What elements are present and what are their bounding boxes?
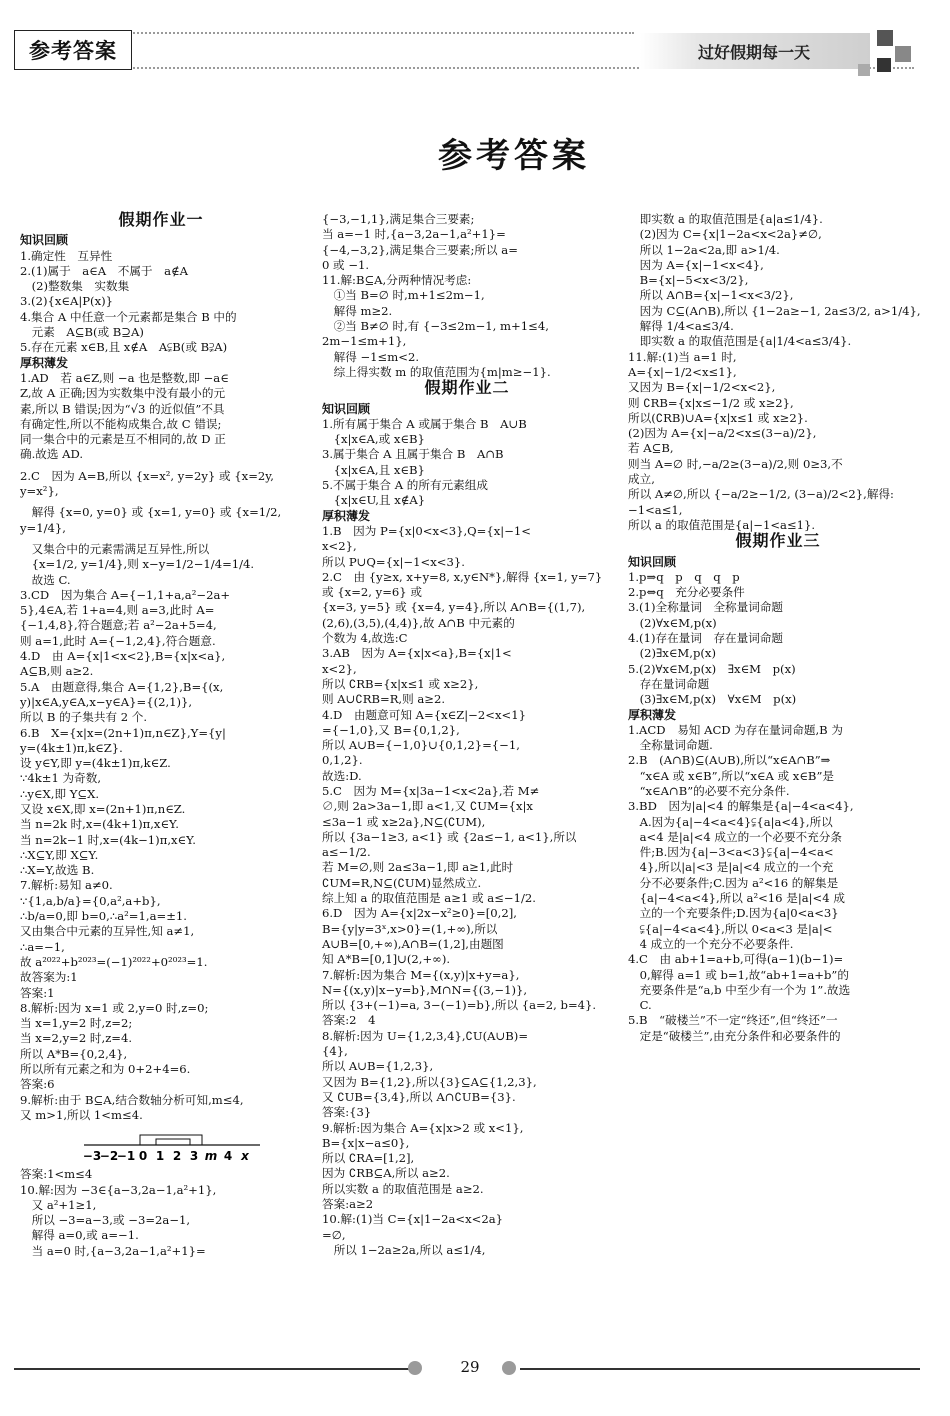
answer-line: =∅, <box>322 1227 346 1242</box>
answer-line: 件;B.因为{a|−3<a<3}⫋{a|−4<a< <box>628 845 834 860</box>
answer-line: 当 a=−1 时,{a−3,2a−1,a²+1}= <box>322 227 506 242</box>
answer-line: −1<a≤1, <box>628 502 683 517</box>
answer-line: “x∈A∩B”的必要不充分条件. <box>628 783 790 798</box>
answer-line: 10.解:因为 −3∈{a−3,2a−1,a²+1}, <box>20 1182 217 1197</box>
answer-line: 解得 m≥2. <box>322 303 393 318</box>
number-line-bracket-a <box>140 1135 202 1145</box>
answer-line: {x|x∈U,且 x∉A} <box>322 493 426 508</box>
answer-line: (2)∀x∈M,p(x) <box>628 615 717 630</box>
decor-square-icon <box>858 64 870 76</box>
answer-line: 4.C 由 ab+1=a+b,可得(a−1)(b−1)= <box>628 952 844 967</box>
answer-line: 1.所有属于集合 A 或属于集合 B A∪B <box>322 416 527 431</box>
answer-line: {x=3, y=5} 或 {x=4, y=4},所以 A∩B={(1,7), <box>322 600 586 615</box>
answer-line: 7.解析:因为集合 M={(x,y)|x+y=a}, <box>322 967 520 982</box>
answer-line: y=(4k±1)π,k∈Z}. <box>20 740 123 755</box>
answer-line: B={x|x−a≤0}, <box>322 1135 410 1150</box>
answer-line: 所以 A∪B={1,2,3}, <box>322 1059 434 1074</box>
answer-line: {x=1/2, y=1/4},则 x−y=1/2−1/4=1/4. <box>20 557 255 572</box>
answer-line: 有确定性,所以不能构成集合,故 C 错误; <box>20 416 222 431</box>
answer-line: 1.p⇒q p q q p <box>628 569 740 584</box>
section-heading: 假期作业一 <box>118 210 204 229</box>
answer-line: 答案:1 <box>20 985 55 1000</box>
number-line-tick-label: m <box>204 1149 218 1164</box>
number-line-tick-label: 2 <box>172 1149 182 1164</box>
answer-line: ∴y∈X,即 Y⊆X. <box>20 786 100 801</box>
answer-line: 6.B X={x|x=(2n+1)π,n∈Z},Y={y| <box>20 725 226 740</box>
answer-line: {−1,4,8},符合题意;若 a²−2a+5=4, <box>20 618 217 633</box>
answer-line: 8.解析:因为 x=1 或 2,y=0 时,z=0; <box>20 1000 209 1015</box>
answer-line: ∁UM=R,N⊆(∁UM)显然成立. <box>322 875 482 890</box>
decor-square-icon <box>895 46 911 62</box>
answer-line: 2.C 因为 A=B,所以 {x=x², y=2y} 或 {x=2y, y=x²}, <box>20 468 278 499</box>
answer-line: 4.(1)存在量词 存在量词命题 <box>628 631 784 646</box>
subsection-heading: 知识回顾 <box>628 554 677 569</box>
answer-line: 所以 A∪B={−1,0}∪{0,1,2}={−1, <box>322 738 520 753</box>
number-line-bracket-b <box>156 1139 190 1145</box>
answer-line: 即实数 a 的取值范围是{a|1/4<a≤3/4}. <box>628 334 852 349</box>
answer-line: 又 m>1,所以 1<m≤4. <box>20 1107 143 1122</box>
answer-line: 9.解析:由于 B⊆A,结合数轴分析可知,m≤4, <box>20 1092 244 1107</box>
answer-line: 3.AB 因为 A={x|x<a},B={x|1< <box>322 646 512 661</box>
page-header <box>0 0 950 80</box>
answer-line: y)|x∈A,y∈A,x−y∈A}={(2,1)}, <box>20 694 193 709</box>
answer-line: 5.A 由题意得,集合 A={1,2},B={(x, <box>20 679 224 694</box>
answer-line: 所以 {3a−1≥3, a<1} 或 {2a≤−1, a<1},所以 a≤−1/2. <box>322 829 581 860</box>
answer-line: 2.p⇔q 充分必要条件 <box>628 585 745 600</box>
answer-line: 设 y∈Y,即 y=(4k±1)π,k∈Z. <box>20 756 171 771</box>
answer-line: 4},所以|a|<3 是|a|<4 成立的一个充 <box>628 860 834 875</box>
answer-line: 5.不属于集合 A 的所有元素组成 <box>322 478 488 493</box>
answer-line: 又 a²+1≥1, <box>20 1197 97 1212</box>
answer-line: ={−1,0},又 B={0,1,2}, <box>322 722 460 737</box>
answer-line: 故 a²⁰²²+b²⁰²³=(−1)²⁰²²+0²⁰²³=1. <box>20 954 208 969</box>
answer-line: 3.(2){x∈A|P(x)} <box>20 294 114 309</box>
answer-line: 1.确定性 互异性 <box>20 248 113 263</box>
answer-line: 个数为 4,故选:C <box>322 631 408 646</box>
answer-line: 所以 1−2a≥2a,所以 a≤1/4, <box>322 1242 486 1257</box>
answer-line: 又因为 B={1,2},所以{3}⊆A⊆{1,2,3}, <box>322 1074 537 1089</box>
answer-line: 当 x=1,y=2 时,z=2; <box>20 1016 133 1031</box>
answer-line: 当 x=2,y=2 时,z=4. <box>20 1031 133 1046</box>
answer-line: ∴a=−1, <box>20 939 65 954</box>
answer-line: 所以 A∩B={x|−1<x<3/2}, <box>628 288 794 303</box>
answer-line: ∴X⊆Y,即 X⊆Y. <box>20 847 99 862</box>
answer-line: B={x|−5<x<3/2}, <box>628 273 749 288</box>
answer-line: 5},4∈A,若 1+a=4,则 a=3,此时 A= <box>20 603 215 618</box>
answer-line: 8.解析:因为 U={1,2,3,4},∁U(A∪B)= <box>322 1028 529 1043</box>
answer-line: 解得 a=0,或 a=−1. <box>20 1228 139 1243</box>
number-line-tick-label: 4 <box>223 1149 233 1164</box>
answer-line: 4.D 由题意可知 A={x∈Z|−2<x<1} <box>322 707 526 722</box>
answer-column-1 <box>20 212 302 1259</box>
answer-line: x<2}, <box>322 539 357 554</box>
answer-line: 若 M=∅,则 2a≤3a−1,即 a≥1,此时 <box>322 860 514 875</box>
answer-line: 因为 A={x|−1<x<4}, <box>628 257 764 272</box>
number-line-tick-label: 0 <box>138 1149 148 1164</box>
answer-line: 2.(1)属于 a∈A 不属于 a∉A <box>20 263 188 278</box>
answer-line: 答案:2 4 <box>322 1013 376 1028</box>
answer-line: 确.故选 AD. <box>20 447 84 462</box>
number-line-tick-label: −2 <box>99 1149 119 1164</box>
answer-line: 则 a=1,此时 A={−1,2,4},符合题意. <box>20 633 216 648</box>
answer-line: ①当 B=∅ 时,m+1≤2m−1, <box>322 288 485 303</box>
answer-line: 7.解析:易知 a≠0. <box>20 878 113 893</box>
answer-column-2 <box>322 212 612 1258</box>
answer-line: A={x|−1/2<x≤1}, <box>628 364 737 379</box>
answer-line: 又由集合中元素的互异性,知 a≠1, <box>20 924 195 939</box>
answer-line: 综上知 a 的取值范围是 a≥1 或 a≤−1/2. <box>322 891 536 906</box>
answer-line: 全称量词命题. <box>628 738 713 753</box>
answer-line: 10.解:(1)当 C={x|1−2a<x<2a} <box>322 1212 504 1227</box>
page-title: 参考答案 <box>438 136 590 176</box>
answer-line: 答案:1<m≤4 <box>20 1167 93 1182</box>
answer-line: 当 a=0 时,{a−3,2a−1,a²+1}= <box>20 1243 206 1258</box>
subsection-heading: 厚积薄发 <box>628 707 677 722</box>
decor-square-icon <box>877 58 891 72</box>
answer-line: 所以 {3+(−1)=a, 3−(−1)=b},所以 {a=2, b=4}. <box>322 998 597 1013</box>
number-line-tick-label: x <box>241 1149 249 1164</box>
answer-column-3 <box>628 212 928 1044</box>
answer-line: ∵4k±1 为奇数, <box>20 771 102 786</box>
answer-line: ∴X=Y,故选 B. <box>20 863 95 878</box>
answer-line: 11.解:(1)当 a=1 时, <box>628 349 737 364</box>
number-line-tick-label: −3 <box>82 1149 102 1164</box>
subsection-heading: 知识回顾 <box>20 233 69 248</box>
answer-line: 所以(∁RB)∪A={x|x≤1 或 x≥2}. <box>628 410 808 425</box>
footer-dot-icon <box>408 1361 422 1375</box>
section-heading: 假期作业二 <box>424 378 510 398</box>
answer-line: 5.C 因为 M={x|3a−1<x<2a},若 M≠ <box>322 783 540 798</box>
answer-line: 解得 {x=0, y=0} 或 {x=1, y=0} 或 {x=1/2, y=1/4}, <box>20 505 285 535</box>
answer-line: 所以 A*B={0,2,4}, <box>20 1046 128 1061</box>
header-slogan: 过好假期每一天 <box>640 33 870 69</box>
subsection-heading: 厚积薄发 <box>322 508 371 523</box>
answer-line: ②当 B≠∅ 时,有 {−3≤2m−1, m+1≤4, 2m−1≤m+1}, <box>322 319 553 349</box>
answer-line: 当 n=2k 时,x=(4k+1)π,x∈Y. <box>20 817 179 832</box>
answer-line: 9.解析:因为集合 A={x|x>2 或 x<1}, <box>322 1120 524 1135</box>
answer-line: (2)因为 C={x|1−2a<x<2a}≠∅, <box>628 227 822 242</box>
answer-line: 又因为 B={x|−1/2<x<2}, <box>628 380 776 395</box>
answer-line: x<2}, <box>322 661 357 676</box>
answer-line: ∴b/a=0,即 b=0,∴a²=1,a=±1. <box>20 909 187 924</box>
answer-line: 答案:{3} <box>322 1105 372 1120</box>
answer-line: 成立, <box>628 472 655 487</box>
answer-line: 又 ∁UB={3,4},所以 A∩∁UB={3}. <box>322 1089 516 1104</box>
page-number: 29 <box>460 1358 480 1376</box>
answer-line: 3.CD 因为集合 A={−1,1+a,a²−2a+ <box>20 587 231 602</box>
answer-line: {4}, <box>322 1044 348 1059</box>
answer-line: (2)因为 A={x|−a/2<x≤(3−a)/2}, <box>628 426 817 441</box>
answer-line: 3.属于集合 A 且属于集合 B A∩B <box>322 447 504 462</box>
answer-line: a<4 是|a|<4 成立的一个必要不充分条 <box>628 829 842 844</box>
answer-line: 2.B (A∩B)⊆(A∪B),所以“x∈A∩B”⇒ <box>628 753 831 768</box>
decor-square-icon <box>877 30 893 46</box>
answer-line: 答案:6 <box>20 1077 55 1092</box>
answer-line: 则 A∪∁RB=R,则 a≥2. <box>322 692 446 707</box>
answer-line: Z,故 A 正确;因为实数集中没有最小的元 <box>20 386 226 401</box>
answer-line: 充要条件是“a,b 中至少有一个为 1”.故选 <box>628 982 851 997</box>
answer-line: N={(x,y)|x−y=b},M∩N={(3,−1)}, <box>322 982 528 997</box>
answer-line: 5.B “破楼兰”不一定“终还”,但“终还”一 <box>628 1013 838 1028</box>
subsection-heading: 知识回顾 <box>322 401 371 416</box>
answer-line: 5.(2)∀x∈M,p(x) ∃x∈M p(x) <box>628 661 796 676</box>
answer-line: 分不必要条件;C.因为 a²<16 的解集是 <box>628 875 839 890</box>
answer-line: {x|x∈A,且 x∈B} <box>322 462 425 477</box>
answer-line: 综上得实数 m 的取值范围为{m|m≥−1}. <box>322 364 551 379</box>
answer-line: A.因为{a|−4<a<4}⫋{a|a<4},所以 <box>628 814 833 829</box>
answer-line: 故选 C. <box>20 572 71 587</box>
answer-line: “x∈A 或 x∈B”,所以“x∈A 或 x∈B”是 <box>628 768 834 783</box>
answer-line: 则当 A=∅ 时,−a/2≥(3−a)/2,则 0≥3,不 <box>628 456 843 471</box>
answer-line: 因为 C⊆(A∩B),所以 {1−2a≥−1, 2a≤3/2, a>1/4}, <box>628 303 921 318</box>
answer-line: 因为 ∁RB⊆A,所以 a≥2. <box>322 1166 450 1181</box>
answer-line: 元素 A⊆B(或 B⊇A) <box>20 325 144 340</box>
answer-line: 4 成立的一个充分不必要条件. <box>628 936 794 951</box>
answer-line: 又集合中的元素需满足互异性,所以 <box>20 541 210 556</box>
answer-line: ∅,则 2a>3a−1,即 a<1,又 ∁UM={x|x <box>322 799 533 814</box>
answer-line: 所以 B 的子集共有 2 个. <box>20 710 148 725</box>
answer-line: {−3,−1,1},满足集合三要素; <box>322 212 475 226</box>
answer-line: 素,所以 B 错误;因为“√3 的近似值”不具 <box>20 401 225 416</box>
number-line-figure <box>80 1127 270 1163</box>
footer-rule-left <box>14 1368 414 1370</box>
answer-line: 解得 −1≤m<2. <box>322 349 420 364</box>
answer-line: 0,解得 a=1 或 b=1,故“ab+1=a+b”的 <box>628 967 849 982</box>
answer-line: 所以所有元素之和为 0+2+4=6. <box>20 1062 191 1077</box>
answer-line: 当 n=2k−1 时,x=(4k−1)π,x∈Y. <box>20 832 196 847</box>
answer-line: 所以实数 a 的取值范围是 a≥2. <box>322 1181 484 1196</box>
number-line-tick-label: −1 <box>116 1149 136 1164</box>
answer-line: 6.D 因为 A={x|2x−x²≥0}=[0,2], <box>322 906 517 921</box>
answer-line: ∵{1,a,b/a}={0,a²,a+b}, <box>20 893 161 908</box>
number-line-tick-label: 3 <box>189 1149 199 1164</box>
answer-line: (2)整数集 实数集 <box>20 279 130 294</box>
answer-line: 若 A⊆B, <box>628 441 674 456</box>
answer-line: 立的一个充要条件;D.因为{a|0<a<3} <box>628 906 839 921</box>
answer-line: 所以 A≠∅,所以 {−a/2≥−1/2, (3−a)/2<2},解得: <box>628 487 894 502</box>
answer-line: 又设 x∈X,即 x=(2n+1)π,n∈Z. <box>20 801 186 816</box>
answer-line: 故答案为:1 <box>20 970 78 985</box>
number-line-tick-label: 1 <box>155 1149 165 1164</box>
answer-line: 即实数 a 的取值范围是{a|a≤1/4}. <box>628 212 823 226</box>
answer-line: 知 A*B=[0,1]∪(2,+∞). <box>322 952 451 967</box>
answer-line: A⊆B,则 a≥2. <box>20 664 94 679</box>
answer-line: 存在量词命题 <box>628 676 710 691</box>
answer-line: 解得 1/4<a≤3/4. <box>628 319 734 334</box>
answer-line: 所以 1−2a<2a,即 a>1/4. <box>628 242 780 257</box>
answer-line: 0,1,2}. <box>322 753 363 768</box>
answer-line: {a|−4<a<4},所以 a²<16 是|a|<4 成 <box>628 891 845 906</box>
footer-dot-icon <box>502 1361 516 1375</box>
answer-line: ⫋{a|−4<a<4},所以 0<a<3 是|a|< <box>628 921 833 936</box>
answer-line: {x|x∈A,或 x∈B} <box>322 432 425 447</box>
answer-line: 3.(1)全称量词 全称量词命题 <box>628 600 784 615</box>
answer-line: 4.集合 A 中任意一个元素都是集合 B 中的 <box>20 309 237 324</box>
answer-line: 1.AD 若 a∈Z,则 −a 也是整数,即 −a∈ <box>20 370 229 385</box>
answer-line: (2)∃x∈M,p(x) <box>628 646 716 661</box>
subsection-heading: 厚积薄发 <box>20 355 69 370</box>
answer-line: 1.ACD 易知 ACD 为存在量词命题,B 为 <box>628 722 843 737</box>
answer-line: 所以 −3=a−3,或 −3=2a−1, <box>20 1213 191 1228</box>
answer-line: (3)∃x∈M,p(x) ∀x∈M p(x) <box>628 692 797 707</box>
answer-line: 答案:a≥2 <box>322 1197 374 1211</box>
answer-line: 2.C 由 {y≥x, x+y=8, x,y∈N*},解得 {x=1, y=7} 或 {x=2, y=6} 或 <box>322 569 606 600</box>
answer-line: 0 或 −1. <box>322 257 370 272</box>
header-section-label: 参考答案 <box>14 30 132 70</box>
answer-line: 所以 ∁RA=[1,2], <box>322 1151 415 1166</box>
answer-line: 所以 a 的取值范围是{a|−1<a≤1}. <box>628 517 816 532</box>
answer-line: 11.解:B⊆A,分两种情况考虑: <box>322 273 472 288</box>
answer-line: 3.BD 因为|a|<4 的解集是{a|−4<a<4}, <box>628 799 854 814</box>
answer-line: 5.存在元素 x∈B,且 x∉A A⫋B(或 B⫌A) <box>20 340 228 355</box>
answer-line: A∪B=[0,+∞),A∩B=(1,2],由题图 <box>322 936 504 951</box>
section-heading: 假期作业三 <box>735 531 821 551</box>
answer-line: 故选:D. <box>322 768 362 783</box>
answer-line: 定是“破楼兰”,由充分条件和必要条件的 <box>628 1028 841 1043</box>
answer-line: (2,6),(3,5),(4,4)},故 A∩B 中元素的 <box>322 615 515 630</box>
answer-line: ≤3a−1 或 x≥2a},N⊆(∁UM), <box>322 814 486 829</box>
answer-line: {−4,−3,2},满足集合三要素;所以 a= <box>322 242 518 257</box>
answer-line: C. <box>628 998 652 1013</box>
answer-line: 1.B 因为 P={x|0<x<3},Q={x|−1< <box>322 523 532 538</box>
answer-line: B={y|y=3ˣ,x>0}=(1,+∞),所以 <box>322 921 498 936</box>
answer-line: 则 ∁RB={x|x≤−1/2 或 x≥2}, <box>628 395 794 410</box>
answer-line: 4.D 由 A={x|1<x<2},B={x|x<a}, <box>20 649 226 664</box>
answer-line: 所以 ∁RB={x|x≤1 或 x≥2}, <box>322 676 479 691</box>
answer-line: 所以 P∪Q={x|−1<x<3}. <box>322 554 465 569</box>
footer-rule-right <box>520 1368 920 1370</box>
answer-line: 同一集合中的元素是互不相同的,故 D 正 <box>20 432 226 447</box>
